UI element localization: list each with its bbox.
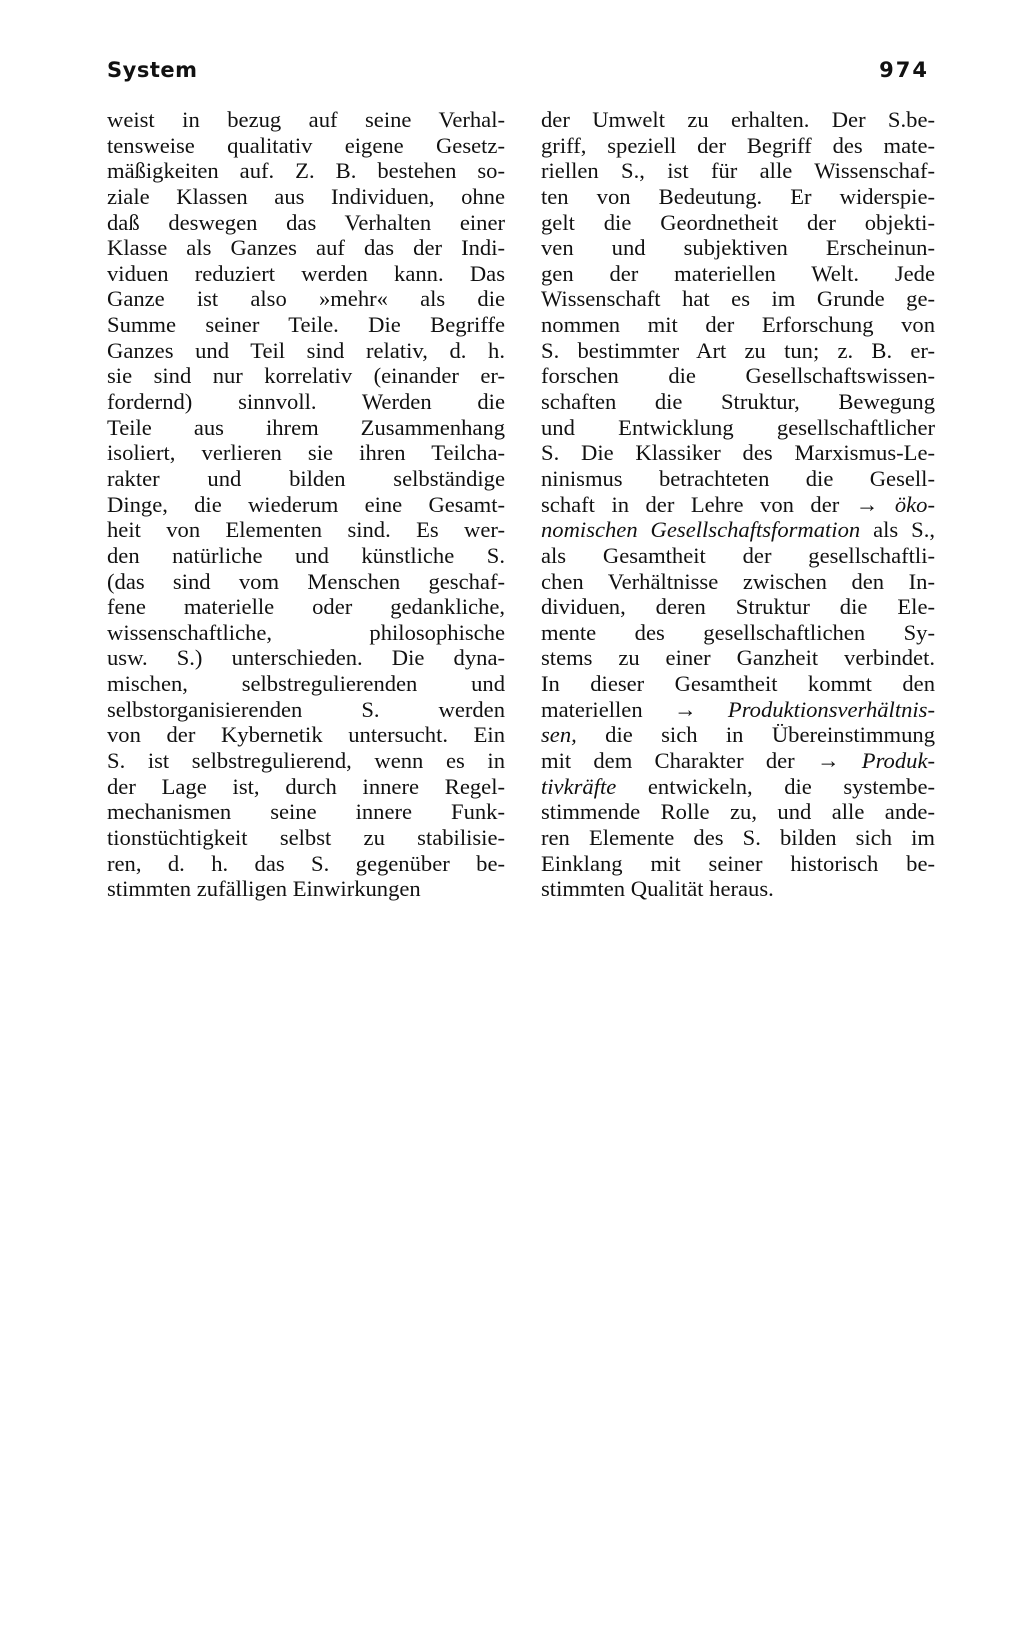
italic-term: öko- xyxy=(894,491,935,517)
text-run: der Lage ist, durch innere Regel- xyxy=(107,773,505,799)
text-line xyxy=(541,671,935,697)
text-line xyxy=(541,543,935,569)
text-line xyxy=(541,825,935,851)
text-run: und Entwicklung gesellschaftlicher xyxy=(541,414,935,440)
text-run: Klasse als Ganzes auf das der Indi- xyxy=(107,235,505,261)
text-line xyxy=(107,389,505,415)
text-run: riellen S., ist für alle Wissenschaf- xyxy=(541,158,935,184)
text-run: fene materielle oder gedankliche, xyxy=(107,594,505,620)
text-run: gen der materiellen Welt. Jede xyxy=(541,260,935,286)
text-line xyxy=(107,286,505,312)
text-run: Wissenschaft hat es im Grunde ge- xyxy=(541,286,935,312)
text-run: usw. S.) unterschieden. Die dyna- xyxy=(107,645,505,671)
text-line xyxy=(541,338,935,364)
text-run: von der Kybernetik untersucht. Ein xyxy=(107,722,505,748)
text-line xyxy=(541,286,935,312)
italic-term: nomischen Gesellschaftsformation xyxy=(541,517,861,543)
text-run: schaften die Struktur, Bewegung xyxy=(541,389,935,415)
text-run: forschen die Gesellschaftswissen- xyxy=(541,363,935,389)
text-run: den natürliche und künstliche S. xyxy=(107,542,505,568)
text-line xyxy=(107,158,505,184)
text-run: nommen mit der Erforschung von xyxy=(541,312,935,338)
text-run: Teile aus ihrem Zusammenhang xyxy=(107,414,505,440)
italic-term: Produktionsverhältnis- xyxy=(727,696,935,722)
italic-term: Produk- xyxy=(861,748,935,774)
text-line xyxy=(541,466,935,492)
text-run: materiellen → xyxy=(541,696,728,722)
text-line xyxy=(107,440,505,466)
text-run: isoliert, verlieren sie ihren Teilcha- xyxy=(107,440,505,466)
text-line xyxy=(107,620,505,646)
text-run: stimmten zufälligen Einwirkungen xyxy=(107,876,421,902)
text-run: daß deswegen das Verhalten einer xyxy=(107,209,505,235)
text-line xyxy=(107,235,505,261)
text-line xyxy=(541,517,935,543)
text-line xyxy=(541,312,935,338)
text-run: entwickeln, die systembe- xyxy=(616,773,935,799)
text-line xyxy=(107,133,505,159)
text-line xyxy=(107,697,505,723)
text-run: Einklang mit seiner historisch be- xyxy=(541,850,935,876)
text-run: S. Die Klassiker des Marxismus-Le- xyxy=(541,440,935,466)
text-run: ren Elemente des S. bilden sich im xyxy=(541,824,935,850)
text-run: In dieser Gesamtheit kommt den xyxy=(541,671,935,697)
text-line xyxy=(541,133,935,159)
text-column-left xyxy=(107,107,505,902)
text-line xyxy=(107,338,505,364)
text-run: schaft in der Lehre von der → xyxy=(541,491,895,517)
text-line xyxy=(107,851,505,877)
text-line xyxy=(541,158,935,184)
text-run: mischen, selbstregulierenden und xyxy=(107,671,505,697)
text-run: sie sind nur korrelativ (einander er- xyxy=(107,363,505,389)
running-head-title: System xyxy=(107,58,198,82)
text-line xyxy=(541,748,935,774)
text-line xyxy=(541,569,935,595)
text-line xyxy=(541,440,935,466)
text-run: ninismus betrachteten die Gesell- xyxy=(541,465,935,491)
text-line xyxy=(107,799,505,825)
text-line xyxy=(541,594,935,620)
italic-term: sen, xyxy=(541,722,577,748)
text-line xyxy=(107,569,505,595)
text-line xyxy=(541,235,935,261)
text-run: heit von Elementen sind. Es wer- xyxy=(107,517,505,543)
page-number: 974 xyxy=(879,58,929,82)
text-line xyxy=(107,594,505,620)
text-line xyxy=(107,363,505,389)
text-run: als S., xyxy=(860,517,935,543)
text-line xyxy=(541,620,935,646)
text-line xyxy=(541,851,935,877)
text-line xyxy=(541,363,935,389)
text-run: weist in bezug auf seine Verhal- xyxy=(107,107,505,132)
text-line xyxy=(541,799,935,825)
text-line xyxy=(107,722,505,748)
text-line xyxy=(541,261,935,287)
text-run: ren, d. h. das S. gegenüber be- xyxy=(107,850,505,876)
text-run: Summe seiner Teile. Die Begriffe xyxy=(107,312,505,338)
text-line xyxy=(107,825,505,851)
text-line xyxy=(107,107,505,133)
text-line xyxy=(541,697,935,723)
text-line xyxy=(107,184,505,210)
text-run: Dinge, die wiederum eine Gesamt- xyxy=(107,491,505,517)
text-run: mäßigkeiten auf. Z. B. bestehen so- xyxy=(107,158,505,184)
text-line xyxy=(541,415,935,441)
text-line xyxy=(541,492,935,518)
text-line xyxy=(541,774,935,800)
italic-term: tivkräfte xyxy=(541,773,617,799)
text-run: (das sind vom Menschen geschaf- xyxy=(107,568,505,594)
text-run: die sich in Übereinstimmung xyxy=(576,722,935,748)
text-line xyxy=(107,312,505,338)
text-line xyxy=(541,876,935,902)
text-run: ven und subjektiven Erscheinun- xyxy=(541,235,935,261)
text-run: mechanismen seine innere Funk- xyxy=(107,799,505,825)
text-run: viduen reduziert werden kann. Das xyxy=(107,260,505,286)
text-line xyxy=(107,466,505,492)
text-line xyxy=(107,748,505,774)
text-run: gelt die Geordnetheit der objekti- xyxy=(541,209,935,235)
text-line xyxy=(541,210,935,236)
text-line xyxy=(107,210,505,236)
text-line xyxy=(107,517,505,543)
text-run: chen Verhältnisse zwischen den In- xyxy=(541,568,935,594)
text-run: als Gesamtheit der gesellschaftli- xyxy=(541,542,935,568)
text-run: Ganze ist also »mehr« als die xyxy=(107,286,505,312)
text-line xyxy=(541,184,935,210)
text-run: mente des gesellschaftlichen Sy- xyxy=(541,619,935,645)
text-line xyxy=(107,415,505,441)
text-line xyxy=(107,261,505,287)
text-run: stimmende Rolle zu, und alle ande- xyxy=(541,799,935,825)
text-run: Ganzes und Teil sind relativ, d. h. xyxy=(107,337,505,363)
text-run: dividuen, deren Struktur die Ele- xyxy=(541,594,935,620)
text-column-right xyxy=(541,107,935,902)
text-line xyxy=(107,876,505,902)
text-run: S. bestimmter Art zu tun; z. B. er- xyxy=(541,337,935,363)
text-run: selbstorganisierenden S. werden xyxy=(107,696,505,722)
text-run: tensweise qualitativ eigene Gesetz- xyxy=(107,132,505,158)
text-line xyxy=(107,671,505,697)
text-line xyxy=(541,722,935,748)
text-run: fordernd) sinnvoll. Werden die xyxy=(107,389,505,415)
text-run: wissenschaftliche, philosophische xyxy=(107,619,505,645)
text-line xyxy=(107,492,505,518)
text-run: der Umwelt zu erhalten. Der S.be- xyxy=(541,107,935,132)
text-run: stems zu einer Ganzheit verbindet. xyxy=(541,645,935,671)
text-line xyxy=(107,543,505,569)
text-run: ten von Bedeutung. Er widerspie- xyxy=(541,183,935,209)
text-run: stimmten Qualität heraus. xyxy=(541,876,774,902)
text-run: rakter und bilden selbständige xyxy=(107,465,505,491)
text-run: tionstüchtigkeit selbst zu stabilisie- xyxy=(107,824,505,850)
text-line xyxy=(107,774,505,800)
text-run: ziale Klassen aus Individuen, ohne xyxy=(107,183,505,209)
text-line xyxy=(107,645,505,671)
text-run: griff, speziell der Begriff des mate- xyxy=(541,132,935,158)
text-line xyxy=(541,389,935,415)
text-run: mit dem Charakter der → xyxy=(541,748,862,774)
text-line xyxy=(541,645,935,671)
text-run: S. ist selbstregulierend, wenn es in xyxy=(107,748,505,774)
text-line xyxy=(541,107,935,133)
